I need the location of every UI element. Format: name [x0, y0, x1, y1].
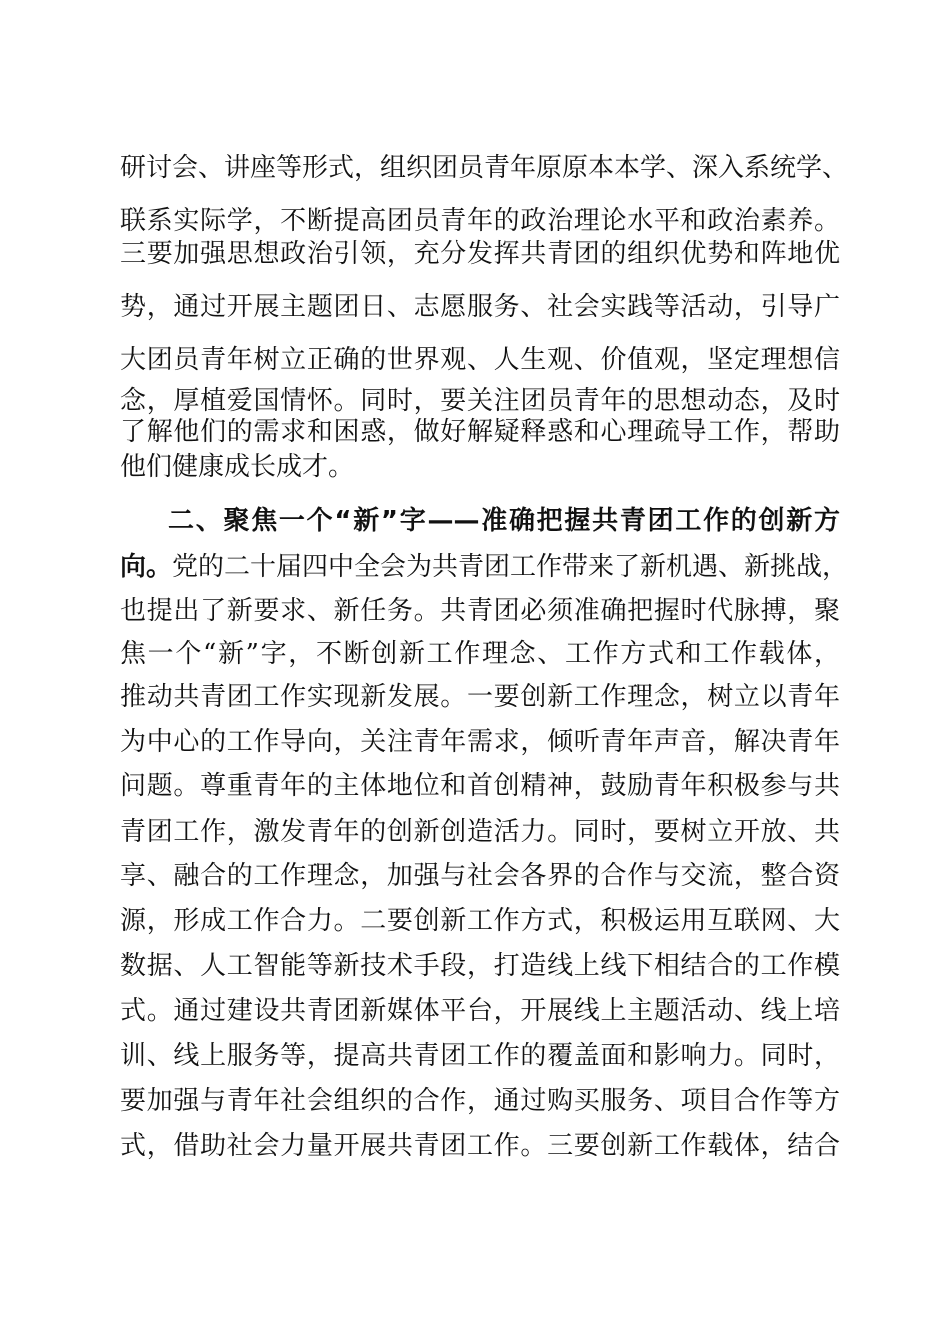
text-line: 势，通过开展主题团日、志愿服务、社会实践等活动，引导广: [120, 292, 840, 322]
section-heading: [168, 495, 840, 547]
text-line: 要加强与青年社会组织的合作，通过购买服务、项目合作等方: [120, 1086, 840, 1116]
text-line: 他们健康成长成才。: [120, 452, 355, 482]
text-line: 源，形成工作合力。二要创新工作方式，积极运用互联网、大: [120, 906, 840, 936]
text-line: 也提出了新要求、新任务。共青团必须准确把握时代脉搏，聚: [120, 596, 840, 626]
section-intro-text: 党的二十届四中全会为共青团工作带来了新机遇、新挑战，: [172, 552, 849, 582]
text-line: 青团工作，激发青年的创新创造活力。同时，要树立开放、共: [120, 817, 840, 847]
section-heading-tail: 向。: [120, 552, 173, 582]
text-line: 三要加强思想政治引领，充分发挥共青团的组织优势和阵地优: [120, 239, 840, 269]
text-line: 问题。尊重青年的主体地位和首创精神，鼓励青年积极参与共: [120, 771, 840, 801]
section-heading-text: 二、聚焦一个“新”字——准确把握共青团工作的创新方: [168, 506, 840, 536]
text-line: 式。通过建设共青团新媒体平台，开展线上主题活动、线上培: [120, 996, 840, 1026]
text-line: 念，厚植爱国情怀。同时，要关注团员青年的思想动态，及时: [120, 386, 840, 416]
text-line: 研讨会、讲座等形式，组织团员青年原原本本学、深入系统学、: [120, 153, 849, 183]
text-line: 享、融合的工作理念，加强与社会各界的合作与交流，整合资: [120, 861, 840, 891]
text-line: 式，借助社会力量开展共青团工作。三要创新工作载体，结合: [120, 1131, 840, 1161]
text-line: 为中心的工作导向，关注青年需求，倾听青年声音，解决青年: [120, 727, 840, 757]
text-line: 训、线上服务等，提高共青团工作的覆盖面和影响力。同时，: [120, 1041, 840, 1071]
text-line: 大团员青年树立正确的世界观、人生观、价值观，坚定理想信: [120, 345, 840, 375]
text-line: 焦一个“新”字，不断创新工作理念、工作方式和工作载体，: [120, 639, 840, 669]
text-line: 数据、人工智能等新技术手段，打造线上线下相结合的工作模: [120, 951, 840, 981]
text-line: 了解他们的需求和困惑，做好解疑释惑和心理疏导工作，帮助: [120, 417, 840, 447]
text-line: 联系实际学，不断提高团员青年的政治理论水平和政治素养。: [120, 206, 840, 236]
text-line: 推动共青团工作实现新发展。一要创新工作理念，树立以青年: [120, 682, 840, 712]
